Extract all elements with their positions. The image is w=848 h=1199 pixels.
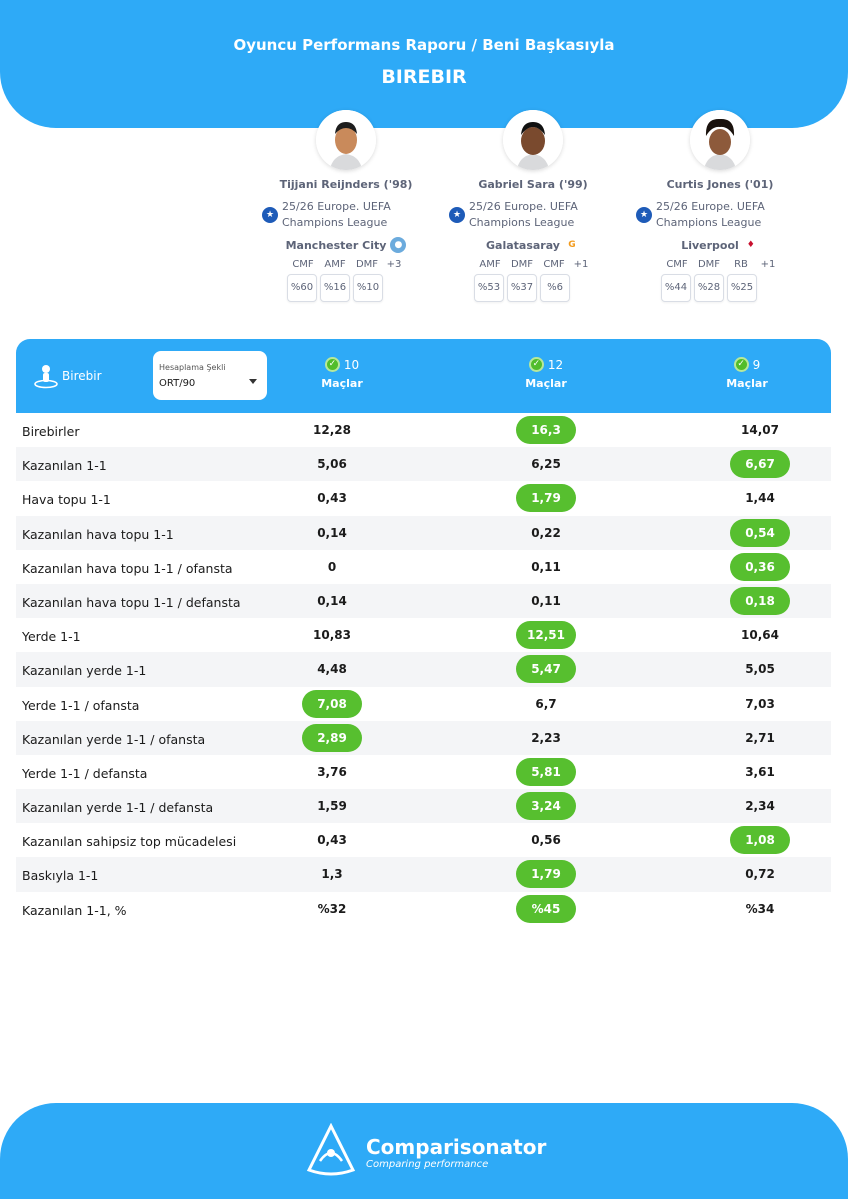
competition-line1: 25/26 Europe. UEFA — [656, 200, 765, 213]
stat-label: Birebirler — [22, 424, 80, 439]
stat-value-best: 12,51 — [516, 621, 576, 649]
stat-label: Kazanılan yerde 1-1 / ofansta — [22, 731, 206, 747]
table-row — [16, 584, 831, 618]
stat-value-best: 1,08 — [730, 826, 790, 854]
table-row — [16, 652, 831, 686]
stat-value: 0,22 — [531, 525, 561, 540]
player-avatar — [690, 110, 750, 170]
stat-value-best: 6,67 — [730, 450, 790, 478]
stat-value: 0,43 — [317, 833, 347, 848]
position-label: AMF — [479, 259, 501, 270]
player-cards — [0, 110, 848, 330]
stat-value-best: 5,47 — [516, 655, 576, 683]
competition-line1: 25/26 Europe. UEFA — [469, 200, 578, 213]
competition-line2: Champions League — [656, 216, 762, 229]
stat-value-best: 16,3 — [516, 416, 576, 444]
stat-value: 7,03 — [745, 696, 775, 711]
matches-header — [282, 357, 402, 390]
stat-value: 0,14 — [317, 593, 347, 608]
person-target-icon — [33, 363, 59, 389]
player-avatar — [503, 110, 563, 170]
position-label: DMF — [355, 259, 379, 270]
position-pct: %60 — [287, 274, 317, 302]
table-row — [16, 413, 831, 447]
club-name: Manchester City — [285, 238, 387, 252]
stat-value: 0,11 — [531, 593, 561, 608]
competition — [630, 199, 810, 231]
player-photo-icon — [503, 110, 563, 170]
table-row — [16, 550, 831, 584]
champions-league-icon: ★ — [449, 207, 465, 223]
stat-value: 5,06 — [317, 457, 347, 472]
stat-label: Yerde 1-1 — [22, 629, 81, 645]
stat-value-best: 1,79 — [516, 484, 576, 512]
club-crest-icon: G — [564, 237, 580, 253]
position-labels — [256, 259, 436, 270]
stat-value: 0,43 — [317, 491, 347, 506]
stat-value: 1,3 — [321, 867, 343, 882]
position-pct: %25 — [727, 274, 757, 302]
stat-label: Yerde 1-1 / defansta — [22, 765, 148, 781]
stat-label: Kazanılan hava topu 1-1 — [22, 526, 174, 542]
position-label: AMF — [324, 259, 346, 270]
position-percentages — [256, 274, 436, 302]
stat-value: 6,7 — [535, 696, 557, 711]
player-card[interactable] — [443, 110, 623, 302]
player-card[interactable] — [256, 110, 436, 302]
chevron-down-icon — [249, 379, 257, 384]
table-row — [16, 481, 831, 515]
brand-name: Comparisonator — [366, 1135, 547, 1159]
report-subtitle: BIREBIR — [381, 66, 467, 88]
stat-value: 0,14 — [317, 525, 347, 540]
matches-count: 12 — [547, 357, 564, 372]
table-row — [16, 447, 831, 481]
player-card[interactable] — [630, 110, 810, 302]
position-pct: %16 — [320, 274, 350, 302]
calc-method-label: Hesaplama Şekli — [159, 363, 226, 372]
report-header — [0, 0, 848, 128]
stat-value-best: 1,79 — [516, 860, 576, 888]
stat-value: 3,61 — [745, 764, 775, 779]
stat-value: 0,56 — [531, 833, 561, 848]
stat-label: Yerde 1-1 / ofansta — [22, 697, 140, 713]
stat-value: 3,76 — [317, 764, 347, 779]
table-row — [16, 618, 831, 652]
matches-label: Maçlar — [321, 377, 363, 390]
matches-header — [687, 357, 807, 390]
matches-label: Maçlar — [726, 377, 768, 390]
table-header — [16, 339, 831, 413]
position-more[interactable]: +3 — [386, 259, 402, 270]
player-avatar — [316, 110, 376, 170]
player-name: Gabriel Sara ('99) — [478, 178, 588, 191]
check-circle-icon: ✓ — [734, 357, 749, 372]
table-row — [16, 755, 831, 789]
table-row — [16, 823, 831, 857]
stat-label: Hava topu 1-1 — [22, 492, 111, 508]
stat-value: 2,34 — [745, 799, 775, 814]
player-name: Curtis Jones ('01) — [666, 178, 774, 191]
matches-count: 10 — [343, 357, 360, 372]
stat-value-best: 0,54 — [730, 519, 790, 547]
table-row — [16, 721, 831, 755]
stat-label: Kazanılan yerde 1-1 — [22, 663, 147, 679]
table-row — [16, 687, 831, 721]
player-photo-icon — [316, 110, 376, 170]
competition-line1: 25/26 Europe. UEFA — [282, 200, 391, 213]
stat-value-best: 7,08 — [302, 690, 362, 718]
stat-value: 10,64 — [741, 628, 779, 643]
stat-label: Kazanılan 1-1 — [22, 458, 107, 474]
position-more[interactable]: +1 — [573, 259, 589, 270]
club — [630, 237, 810, 253]
stat-value: 10,83 — [313, 628, 351, 643]
club-crest-icon: ● — [390, 237, 406, 253]
champions-league-icon: ★ — [262, 207, 278, 223]
position-percentages — [443, 274, 623, 302]
stat-value-best: %45 — [516, 895, 576, 923]
stats-table — [16, 413, 831, 926]
champions-league-icon: ★ — [636, 207, 652, 223]
player-photo-icon — [690, 110, 750, 170]
position-label: CMF — [292, 259, 314, 270]
club-name: Liverpool — [681, 238, 739, 252]
footer — [0, 1103, 848, 1199]
competition — [256, 199, 436, 231]
stat-label: Kazanılan yerde 1-1 / defansta — [22, 800, 214, 816]
position-labels — [443, 259, 623, 270]
position-labels — [630, 259, 810, 270]
position-percentages — [630, 274, 810, 302]
position-label: DMF — [697, 259, 721, 270]
table-row — [16, 516, 831, 550]
comparisonator-logo-icon — [306, 1123, 356, 1177]
check-circle-icon: ✓ — [529, 357, 544, 372]
stat-value: 1,59 — [317, 799, 347, 814]
stat-value-best: 3,24 — [516, 792, 576, 820]
calc-method-select[interactable] — [153, 351, 267, 400]
stat-label: Kazanılan hava topu 1-1 / defansta — [22, 594, 241, 610]
club-name: Galatasaray — [486, 238, 560, 252]
brand-tagline: Comparing performance — [366, 1159, 489, 1170]
table-row — [16, 789, 831, 823]
club-crest-icon: ♦ — [743, 237, 759, 253]
club — [443, 237, 623, 253]
position-pct: %6 — [540, 274, 570, 302]
club — [256, 237, 436, 253]
stat-value-best: 0,36 — [730, 553, 790, 581]
stat-value: 5,05 — [745, 662, 775, 677]
position-label: RB — [734, 259, 748, 270]
stat-label: Kazanılan 1-1, % — [22, 902, 127, 918]
position-label: CMF — [543, 259, 565, 270]
stat-value: 2,71 — [745, 730, 775, 745]
position-pct: %44 — [661, 274, 691, 302]
stat-label: Kazanılan sahipsiz top mücadelesi — [22, 834, 237, 850]
player-name: Tijjani Reijnders ('98) — [279, 178, 413, 191]
section-label: Birebir — [62, 369, 102, 383]
stat-value: 4,48 — [317, 662, 347, 677]
matches-label: Maçlar — [525, 377, 567, 390]
table-row — [16, 892, 831, 926]
position-pct: %53 — [474, 274, 504, 302]
stat-label: Kazanılan hava topu 1-1 / ofansta — [22, 560, 233, 576]
stat-value: 6,25 — [531, 457, 561, 472]
table-row — [16, 857, 831, 891]
position-label: DMF — [510, 259, 534, 270]
matches-header — [486, 357, 606, 390]
stat-value: 0 — [327, 559, 337, 574]
stat-value: 12,28 — [313, 423, 351, 437]
position-more[interactable]: +1 — [760, 259, 776, 270]
stat-value: %32 — [317, 901, 347, 916]
report-title: Oyuncu Performans Raporu / Beni Başkasıyla — [233, 36, 615, 54]
calc-method-value: ORT/90 — [159, 378, 196, 389]
stat-value: %34 — [745, 901, 775, 916]
position-label: CMF — [666, 259, 688, 270]
stat-value-best: 5,81 — [516, 758, 576, 786]
stat-value-best: 0,18 — [730, 587, 790, 615]
stat-value: 2,23 — [531, 730, 561, 745]
matches-count: 9 — [752, 357, 761, 372]
position-pct: %10 — [353, 274, 383, 302]
stat-label: Baskıyla 1-1 — [22, 868, 99, 884]
stat-value: 14,07 — [741, 423, 779, 437]
competition-line2: Champions League — [469, 216, 575, 229]
stat-value: 1,44 — [745, 491, 775, 506]
position-pct: %28 — [694, 274, 724, 302]
competition — [443, 199, 623, 231]
stat-value-best: 2,89 — [302, 724, 362, 752]
stat-value: 0,11 — [531, 559, 561, 574]
position-pct: %37 — [507, 274, 537, 302]
check-circle-icon: ✓ — [325, 357, 340, 372]
competition-line2: Champions League — [282, 216, 388, 229]
stat-value: 0,72 — [745, 867, 775, 882]
